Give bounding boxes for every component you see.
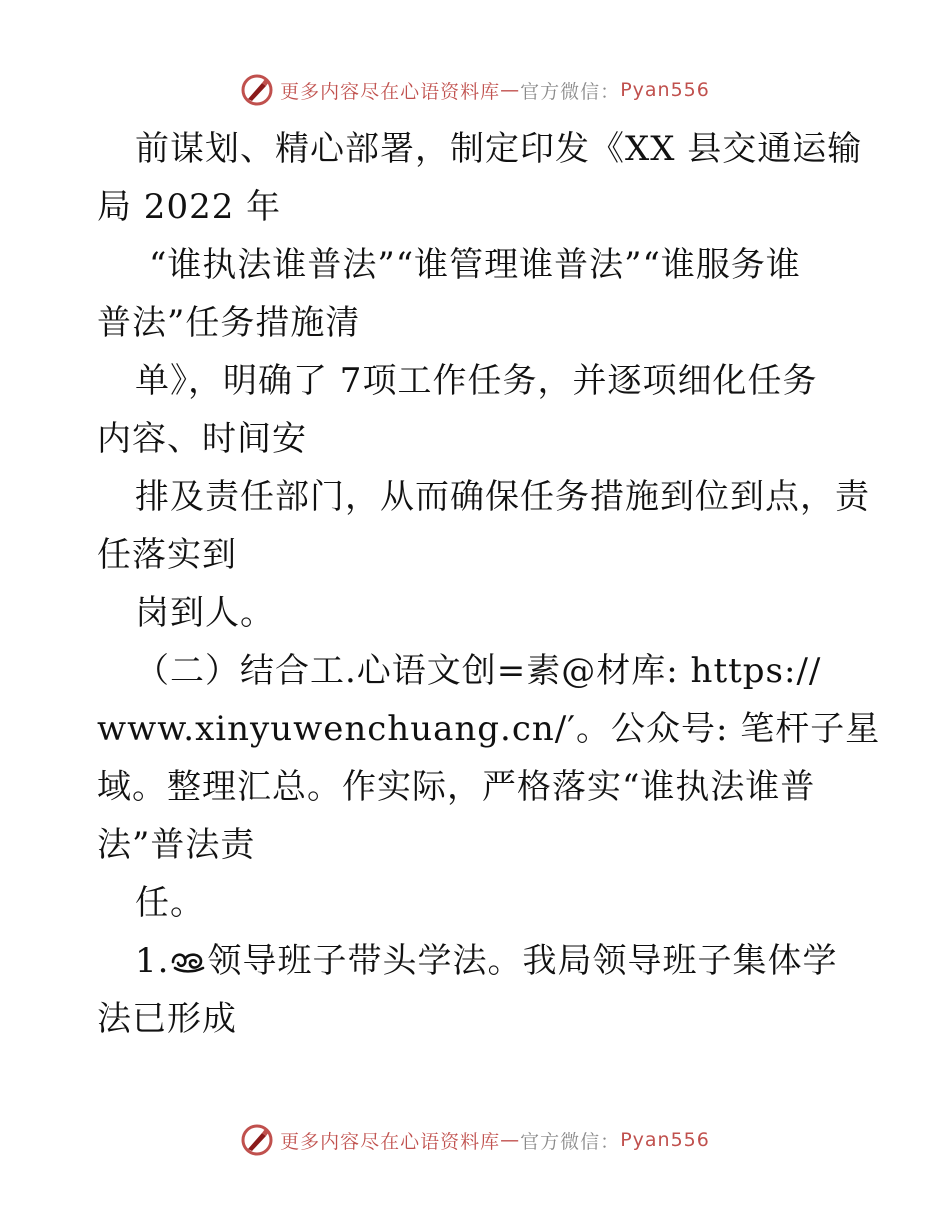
banner-dash: — — [500, 1129, 521, 1151]
text-line: 前谋划、精心部署，制定印发《XX 县交通运输 — [135, 129, 863, 169]
swirl-dingbat-icon — [169, 946, 207, 976]
list-number: 1. — [135, 941, 170, 981]
text-line: www.xinyuwenchuang.cn/′。公众号: 笔杆子星 — [97, 709, 881, 749]
text-line: （二）结合工.心语文创=素@材库: https:// — [135, 651, 822, 691]
text-line: 任。 — [135, 883, 205, 923]
list-item-text: 领导班子带头学法。我局领导班子集体学 — [207, 941, 838, 981]
text-line: 法”普法责 — [97, 825, 256, 865]
document-body — [97, 120, 881, 1048]
text-line: 普法”任务措施清 — [97, 303, 361, 343]
text-line: 任落实到 — [97, 535, 237, 575]
text-line: 内容、时间安 — [97, 419, 307, 459]
footer-watermark-banner — [0, 1120, 950, 1160]
banner-wechat-id: Pyan556 — [620, 1129, 710, 1151]
banner-main-text: 更多内容尽在心语资料库 — [280, 1130, 501, 1153]
text-line: 域。整理汇总。作实际，严格落实“谁执法谁普 — [97, 767, 816, 807]
list-item-line — [97, 932, 867, 990]
text-line: 法已形成 — [97, 999, 237, 1039]
text-line: 单》，明确了 7项工作任务，并逐项细化任务 — [135, 361, 818, 401]
header-watermark-banner — [0, 70, 950, 110]
banner-official-label: 官方微信： — [520, 80, 621, 103]
banner-dash: — — [500, 79, 521, 101]
text-line: 局 2022 年 — [97, 187, 282, 227]
text-line: 排及责任部门，从而确保任务措施到位到点，责 — [135, 477, 870, 517]
text-line: “谁执法谁普法”“谁管理谁普法”“谁服务谁 — [149, 245, 801, 285]
banner-official-label: 官方微信： — [520, 1130, 621, 1153]
banner-main-text: 更多内容尽在心语资料库 — [280, 80, 501, 103]
pen-circle-logo-icon — [240, 1123, 274, 1157]
pen-circle-logo-icon — [240, 73, 274, 107]
banner-wechat-id: Pyan556 — [620, 79, 710, 101]
text-line: 岗到人。 — [135, 593, 275, 633]
